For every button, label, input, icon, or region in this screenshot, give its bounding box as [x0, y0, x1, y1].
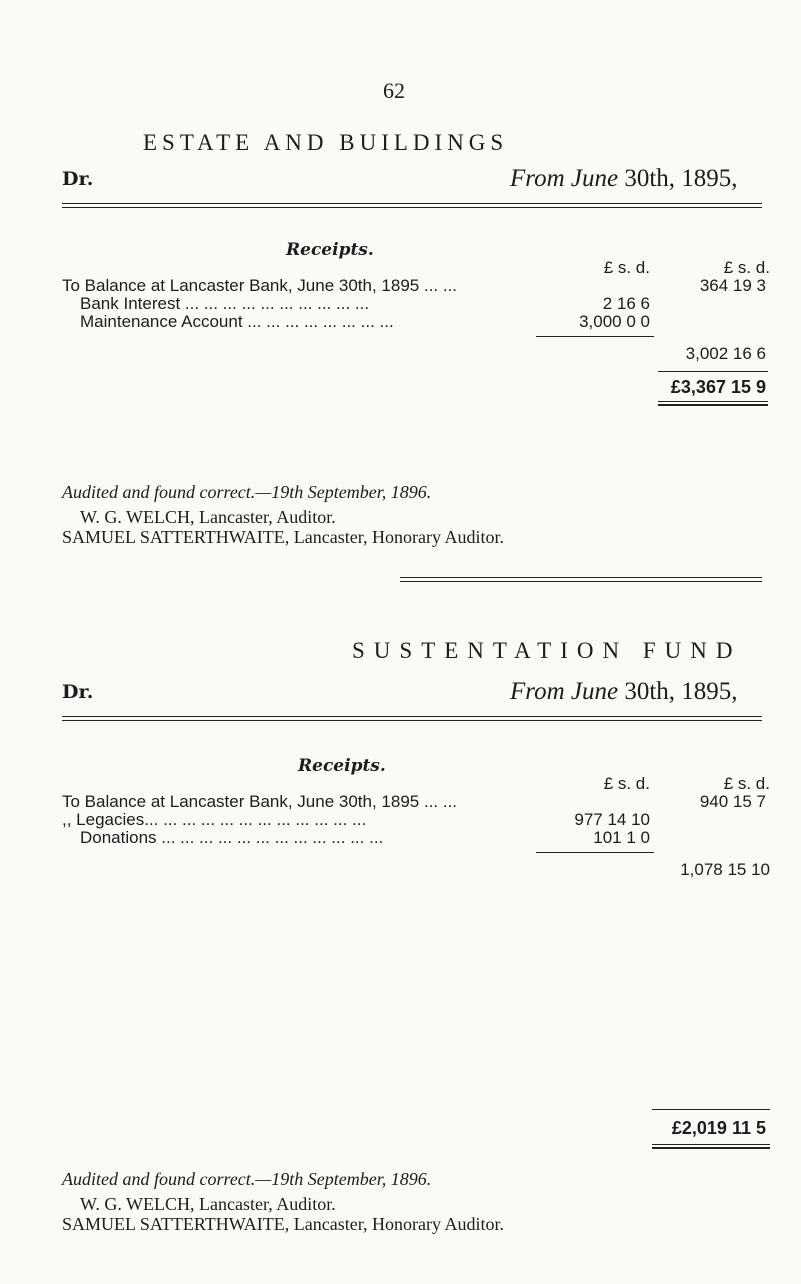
sustentation-total-rule — [652, 1109, 770, 1110]
estate-date-prefix: From June — [510, 165, 619, 192]
sustentation-row-inner: 977 14 10 — [574, 810, 650, 829]
estate-total-underline-2 — [658, 404, 768, 406]
estate-audit-note: Audited and found correct.—19th September, 1896. — [62, 482, 432, 502]
sustentation-row-inner: 101 1 0 — [593, 828, 650, 847]
sustentation-total: £2,019 11 5 — [671, 1118, 766, 1138]
sustentation-row-outer: 940 15 7 — [699, 792, 766, 811]
estate-row-label: Bank Interest ... ... ... ... ... ... ... ... ... ... — [80, 294, 370, 313]
estate-row-label: To Balance at Lancaster Bank, June 30th, 1895 ... ... — [62, 276, 458, 295]
estate-receipts-label: Receipts. — [286, 240, 374, 260]
sustentation-subtotal: 1,078 15 10 — [680, 860, 770, 879]
estate-outer-col-header: £ s. d. — [723, 258, 770, 277]
estate-auditor-2: SAMUEL SATTERTHWAITE, Lancaster, Honorary Auditor. — [62, 527, 504, 547]
estate-heading: ESTATE AND BUILDINGS — [143, 130, 509, 155]
sustentation-date-suffix: 30th, 1895, — [624, 678, 738, 705]
estate-row-label: Maintenance Account ... ... ... ... ... ... ... ... — [80, 312, 394, 331]
sustentation-receipts-label: Receipts. — [298, 756, 386, 776]
sustentation-auditor-2: SAMUEL SATTERTHWAITE, Lancaster, Honorary Auditor. — [62, 1214, 504, 1234]
sustentation-inner-col-header: £ s. d. — [603, 774, 650, 793]
sustentation-audit-note: Audited and found correct.—19th September, 1896. — [62, 1169, 432, 1189]
estate-double-rule-bottom — [62, 207, 762, 208]
estate-total-rule — [658, 371, 768, 372]
page-number: 62 — [383, 78, 405, 103]
estate-subtotal-rule — [536, 336, 654, 337]
estate-inner-col-header: £ s. d. — [603, 258, 650, 277]
sustentation-row-label: To Balance at Lancaster Bank, June 30th, 1895 ... ... — [62, 792, 458, 811]
sustentation-double-rule-bottom — [62, 720, 762, 721]
estate-total-underline-1 — [658, 401, 768, 402]
sustentation-dateline — [510, 678, 738, 706]
estate-double-rule-top — [62, 203, 762, 204]
section-separator-bottom — [400, 581, 762, 582]
sustentation-outer-col-header: £ s. d. — [723, 774, 770, 793]
sustentation-date-prefix: From June — [510, 678, 619, 705]
estate-row-inner: 2 16 6 — [602, 294, 650, 313]
estate-date-suffix: 30th, 1895, — [624, 165, 738, 192]
estate-row-outer: 364 19 3 — [699, 276, 766, 295]
sustentation-auditor-1: W. G. WELCH, Lancaster, Auditor. — [80, 1194, 336, 1214]
estate-dateline — [510, 165, 738, 193]
sustentation-row-label: ,, Legacies... ... ... ... ... ... ... ... ... ... ... ... — [62, 810, 367, 829]
sustentation-total-underline-2 — [652, 1147, 770, 1149]
sustentation-row-label: Donations ... ... ... ... ... ... ... ... ... ... ... ... — [80, 828, 384, 847]
section-separator-top — [400, 577, 762, 578]
sustentation-double-rule-top — [62, 716, 762, 717]
sustentation-heading: SUSTENTATION FUND — [352, 638, 742, 663]
estate-total: £3,367 15 9 — [670, 377, 766, 397]
sustentation-subtotal-rule — [536, 852, 654, 853]
sustentation-dr: Dr. — [62, 681, 94, 703]
estate-subtotal: 3,002 16 6 — [685, 344, 766, 363]
estate-dr: Dr. — [62, 168, 94, 190]
estate-auditor-1: W. G. WELCH, Lancaster, Auditor. — [80, 507, 336, 527]
sustentation-total-underline-1 — [652, 1144, 770, 1145]
estate-row-inner: 3,000 0 0 — [579, 312, 650, 331]
